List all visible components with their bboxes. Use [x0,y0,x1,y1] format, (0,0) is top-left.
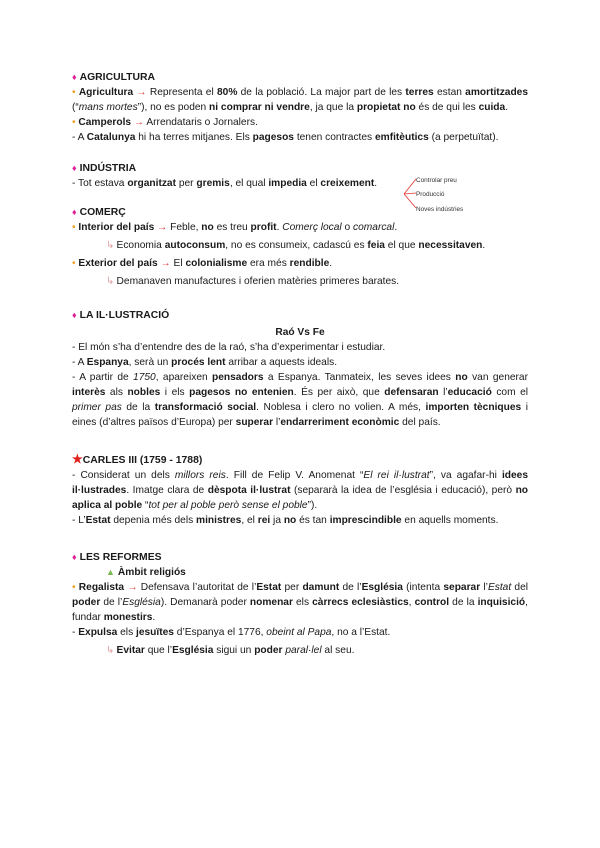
bullet-icon: • [72,582,79,593]
bullet-icon: • [72,222,79,233]
heading-comerc: ♦ COMERÇ [72,207,126,218]
heading-carles-iii: ★CARLES III (1759 - 1788) [72,452,203,466]
star-icon: ★ [72,452,83,466]
document-page [72,70,528,658]
diamond-icon: ♦ [72,163,77,173]
paragraph: • Regalista → Defensava l’autoritat de l’Estat per damunt de l’Església (intenta separar l’Estat del poder de l’Església). Demanarà poder nomenar els càrrecs eclesiàstics, control de la inquisició, fundar monestirs. [72,582,528,623]
diagram-label: Controlar preu [416,177,457,184]
paragraph: • Interior del país → Feble, no es treu profit. Comerç local o comarcal. [72,222,398,233]
bullet-icon: • [72,258,79,269]
subheading: ▲ Àmbit religiós [106,567,186,578]
heading-industria: ♦ INDÚSTRIA [72,163,137,174]
diamond-icon: ♦ [72,207,77,217]
diagram-label: Noves indústries [416,206,464,213]
paragraph: • Exterior del país → El colonialisme era més rendible. [72,258,333,269]
paragraph: - A partir de 1750, apareixen pensadors a Espanya. Tanmateix, les seves idees no van generar interès als nobles i els pagesos no entenien. És per això, que defensaran l’educació com el primer pas de la transformació social. Noblesa i clero no volien. A més, importen tècniques i eines (d’altres països d’Europa) per superar l’endarreriment econòmic del país. [72,372,528,428]
branch-diagram [402,172,532,218]
paragraph: - A Espanya, serà un procés lent arribar a aquests ideals. [72,357,338,368]
hook-arrow-icon: ↳ [106,276,115,287]
paragraph: • Agricultura → Representa el 80% de la població. La major part de les terres estan amortitzades (“mans mortes”), no es poden ni comprar ni vendre, ja que la propietat no és de qui les cuida. [72,87,529,113]
paragraph: ↳ Evitar que l’Església sigui un poder paral·lel al seu. [106,645,355,656]
paragraph: - Expulsa els jesuïtes d’Espanya el 1776, obeint al Papa, no a l’Estat. [72,627,391,638]
paragraph: ↳ Economia autoconsum, no es consumeix, cadascú es feia el que necessitaven. [106,240,486,251]
paragraph: - A Catalunya hi ha terres mitjanes. Els pagesos tenen contractes emfitèutics (a perpetuïtat). [72,132,499,143]
paragraph: ↳ Demanaven manufactures i oferien matèries primeres barates. [106,276,400,287]
triangle-icon: ▲ [106,567,115,577]
paragraph: - L’Estat depenia més dels ministres, el rei ja no és tan imprescindible en aquells moments. [72,515,499,526]
diagram-label: Producció [416,191,445,198]
bullet-icon: • [72,117,79,128]
paragraph: - El món s’ha d’entendre des de la raó, s’ha d’experimentar i estudiar. [72,342,386,353]
paragraph: • Camperols → Arrendataris o Jornalers. [72,117,258,128]
hook-arrow-icon: ↳ [106,645,115,656]
bullet-icon: • [72,87,79,98]
heading-les-reformes: ♦ LES REFORMES [72,552,162,563]
hook-arrow-icon: ↳ [106,240,115,251]
paragraph: - Tot estava organitzat per gremis, el qual impedia el creixement. [72,178,378,189]
diamond-icon: ♦ [72,72,77,82]
heading-agricultura: ♦ AGRICULTURA [72,72,156,83]
paragraph: - Considerat un dels millors reis. Fill de Felip V. Anomenat “El rei il·lustrat”, va agafar-hi idees il·lustrades. Imatge clara de dèspota il·lustrat (separarà la idea de l’església i educació), però no aplica al poble “tot per al poble però sense el poble”). [72,470,529,511]
diamond-icon: ♦ [72,310,77,320]
heading-illustracio: ♦ LA IL·LUSTRACIÓ [72,310,170,321]
subtitle: Raó Vs Fe [275,327,325,338]
diamond-icon: ♦ [72,552,77,562]
